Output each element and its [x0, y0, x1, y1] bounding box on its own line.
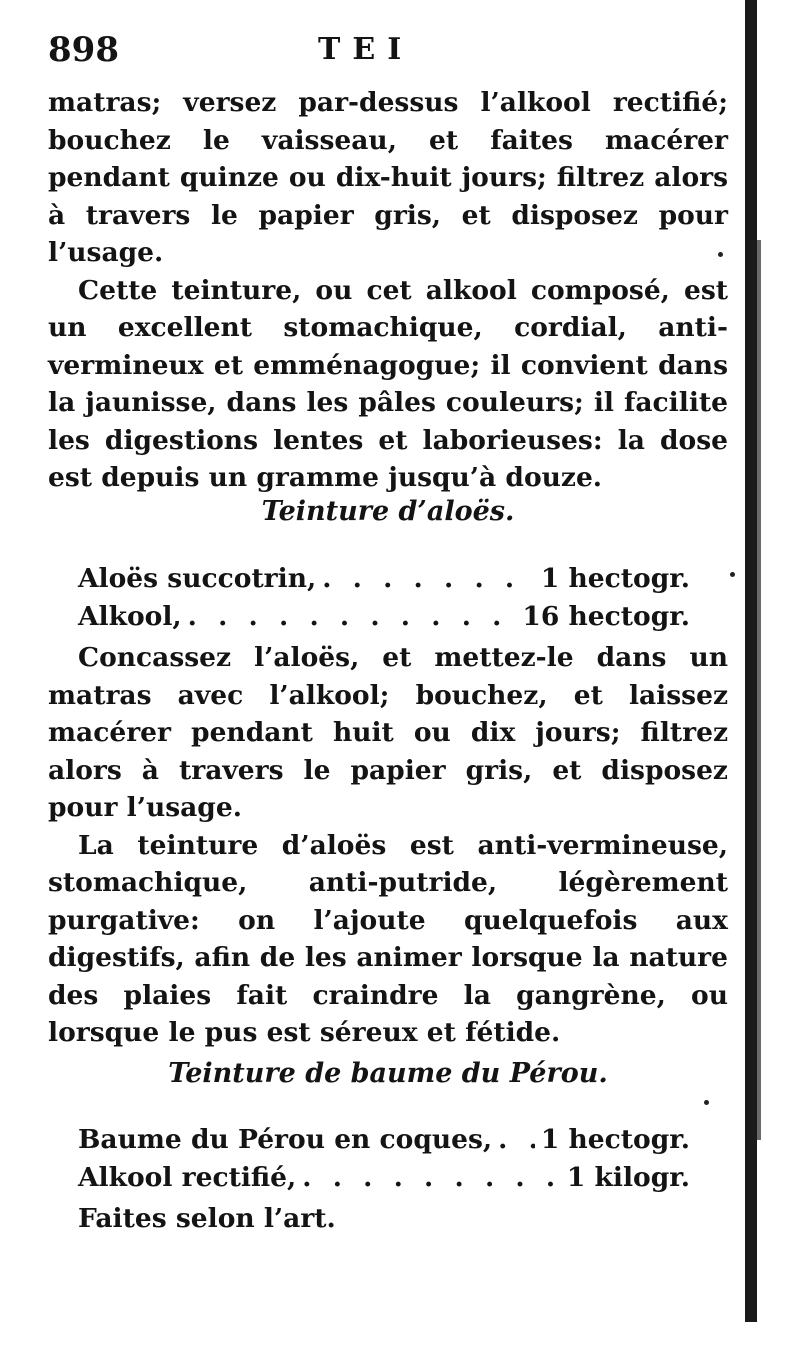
page-edge-shadow: [745, 0, 757, 1322]
ingredient-name: Baume du Pérou en coques,: [78, 1124, 493, 1155]
leader-dots: [188, 601, 517, 632]
ingredient-line: [78, 563, 690, 594]
note-line: Faites selon l’art.: [78, 1203, 336, 1234]
leader-dots: [302, 1162, 561, 1193]
continuation-paragraph: matras; versez par-dessus l’alkool rectifié; bouchez le vaisseau, et faites macérer pendant quinze ou dix-huit jours; filtrez alors à travers le papier gris, et disposez pour l’usage.: [48, 87, 728, 268]
properties-paragraph: La teinture d’aloës est anti-vermineuse, stomachique, anti-putride, légèrement purgative: on l’ajoute quelquefois aux digestifs, afin de les animer lorsque la nature des plaies fait craindre la gangrène, ou lorsque le pus est séreux et fétide.: [48, 829, 728, 1048]
leader-dots: [322, 563, 535, 594]
ingredient-name: Aloës succotrin,: [78, 563, 317, 594]
ingredient-line: [78, 1124, 690, 1155]
baume-note: [78, 1200, 698, 1238]
ingredient-quantity: 1 kilogr.: [566, 1162, 690, 1193]
page-number: 898: [48, 30, 119, 70]
ingredient-name: Alkool rectifié,: [78, 1162, 297, 1193]
ingredient-quantity: 1 hectogr.: [540, 1124, 690, 1155]
section-title-baume: Teinture de baume du Pérou.: [168, 1058, 608, 1089]
print-speck: [718, 252, 723, 257]
ingredient-name: Alkool,: [78, 601, 182, 632]
page-header: [48, 30, 728, 80]
section-title-aloes: Teinture d’aloës.: [261, 496, 515, 527]
ingredient-line: [78, 601, 690, 632]
aloes-text: [48, 639, 728, 1052]
ingredient-quantity: 16 hectogr.: [522, 601, 690, 632]
print-speck: [704, 1100, 709, 1105]
ingredient-quantity: 1 hectogr.: [540, 563, 690, 594]
continuation-text: [48, 84, 728, 497]
properties-paragraph: Cette teinture, ou cet alkool composé, est un excellent stomachique, cordial, anti-vermineux et emménagogue; il convient dans la jaunisse, dans les pâles couleurs; il facilite les digestions lentes et laborieuses: la dose est depuis un gramme jusqu’à douze.: [48, 274, 728, 493]
leader-dots: [498, 1124, 535, 1155]
ingredient-line: [78, 1162, 690, 1193]
running-head: TEI: [318, 32, 414, 67]
preparation-paragraph: Concassez l’aloës, et mettez-le dans un matras avec l’alkool; bouchez, et laissez macérer pendant huit ou dix jours; filtrez alors à travers le papier gris, et disposez pour l’usage.: [48, 642, 728, 823]
print-speck: [730, 572, 735, 577]
